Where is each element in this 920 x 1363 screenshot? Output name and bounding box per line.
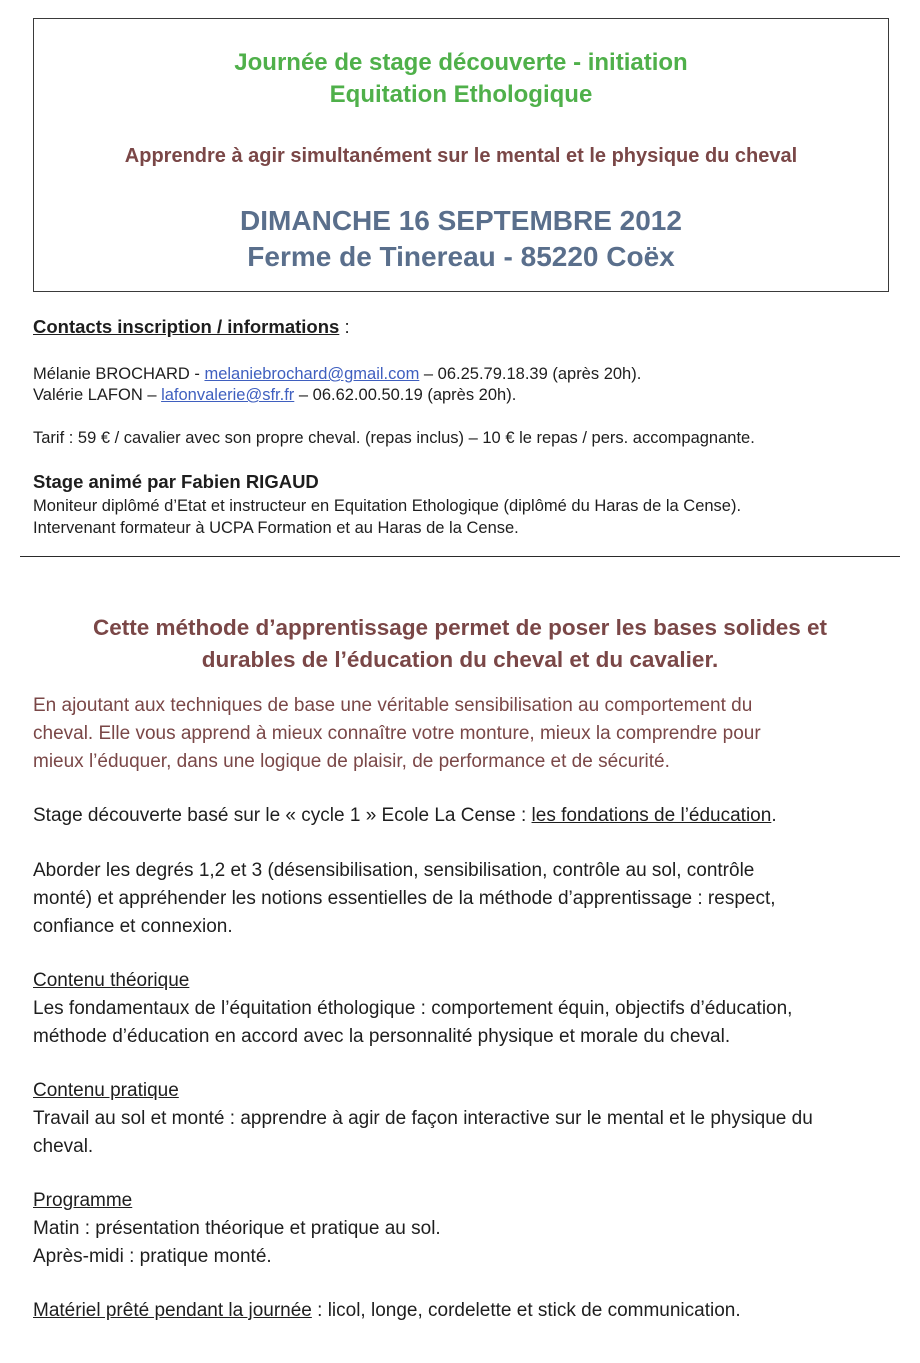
material-text: : licol, longe, cordelette et stick de communication.	[311, 1300, 741, 1321]
practice-line1: Travail au sol et monté : apprendre à agir de façon interactive sur le mental et le physique du	[33, 1108, 813, 1129]
contacts-heading-row	[33, 316, 350, 338]
degrees-paragraph	[33, 857, 776, 941]
intro-paragraph	[33, 692, 761, 776]
degrees-line3: confiance et connexion.	[33, 916, 233, 937]
practice-heading: Contenu pratique	[33, 1080, 179, 1101]
section-divider	[20, 556, 900, 557]
email-link-2[interactable]: lafonvalerie@sfr.fr	[161, 386, 295, 404]
instructor-heading: Stage animé par Fabien RIGAUD	[33, 471, 319, 492]
contacts-heading: Contacts inscription / informations	[33, 316, 340, 337]
intro-line3: mieux l’éduquer, dans une logique de plaisir, de performance et de sécurité.	[33, 751, 670, 772]
contacts-heading-suffix: :	[339, 316, 350, 337]
cycle-prefix: Stage découverte basé sur le « cycle 1 » Ecole La Cense :	[33, 805, 532, 826]
event-date: DIMANCHE 16 SEPTEMBRE 2012	[240, 205, 682, 236]
programme-line1: Matin : présentation théorique et pratique au sol.	[33, 1218, 441, 1239]
contact-name-1: Mélanie BROCHARD -	[33, 365, 205, 383]
contact-row-1	[33, 363, 641, 385]
cycle-underlined: les fondations de l’éducation	[531, 805, 772, 826]
title-line1: Journée de stage découverte - initiation	[234, 49, 688, 76]
practice-line2: cheval.	[33, 1136, 94, 1157]
material-heading: Matériel prêté pendant la journée	[33, 1300, 312, 1321]
theory-line1: Les fondamentaux de l’équitation éthologique : comportement équin, objectifs d’éducation,	[33, 998, 793, 1019]
intro-line2: cheval. Elle vous apprend à mieux connaître votre monture, mieux la comprendre pour	[33, 723, 761, 744]
theory-section	[33, 967, 792, 1051]
theory-heading: Contenu théorique	[33, 970, 190, 991]
theory-line2: méthode d’éducation en accord avec la personnalité physique et morale du cheval.	[33, 1026, 731, 1047]
contact-phone-2: – 06.62.00.50.19 (après 20h).	[294, 386, 517, 404]
contact-row-2	[33, 384, 516, 406]
email-link-1[interactable]: melaniebrochard@gmail.com	[204, 365, 420, 383]
cycle-suffix: .	[771, 805, 777, 826]
degrees-line2: monté) et appréhender les notions essentielles de la méthode d’apprentissage : respect,	[33, 888, 776, 909]
contact-phone-1: – 06.25.79.18.39 (après 20h).	[419, 365, 642, 383]
instructor-line2: Intervenant formateur à UCPA Formation et au Haras de la Cense.	[33, 519, 519, 537]
headline-line1: Cette méthode d’apprentissage permet de poser les bases solides et	[93, 615, 827, 640]
intro-line1: En ajoutant aux techniques de base une véritable sensibilisation au comportement du	[33, 695, 753, 716]
programme-section	[33, 1187, 441, 1271]
event-location: Ferme de Tinereau - 85220 Coëx	[247, 241, 675, 272]
cycle-paragraph	[33, 802, 777, 830]
practice-section	[33, 1077, 813, 1161]
tarif-text: Tarif : 59 € / cavalier avec son propre cheval. (repas inclus) – 10 € le repas / pers. accompagnante.	[33, 429, 755, 447]
header-box	[33, 18, 889, 292]
contact-name-2: Valérie LAFON –	[33, 386, 162, 404]
headline-line2: durables de l’éducation du cheval et du cavalier.	[201, 647, 719, 672]
subtitle: Apprendre à agir simultanément sur le mental et le physique du cheval	[124, 145, 798, 167]
programme-line2: Après-midi : pratique monté.	[33, 1246, 272, 1267]
method-headline	[0, 612, 920, 676]
degrees-line1: Aborder les degrés 1,2 et 3 (désensibilisation, sensibilisation, contrôle au sol, contrôle	[33, 860, 755, 881]
material-row	[33, 1297, 741, 1325]
programme-heading: Programme	[33, 1190, 133, 1211]
instructor-line1: Moniteur diplômé d’Etat et instructeur en Equitation Ethologique (diplômé du Haras de la Cense).	[33, 497, 742, 515]
title-line2: Equitation Ethologique	[329, 81, 593, 108]
